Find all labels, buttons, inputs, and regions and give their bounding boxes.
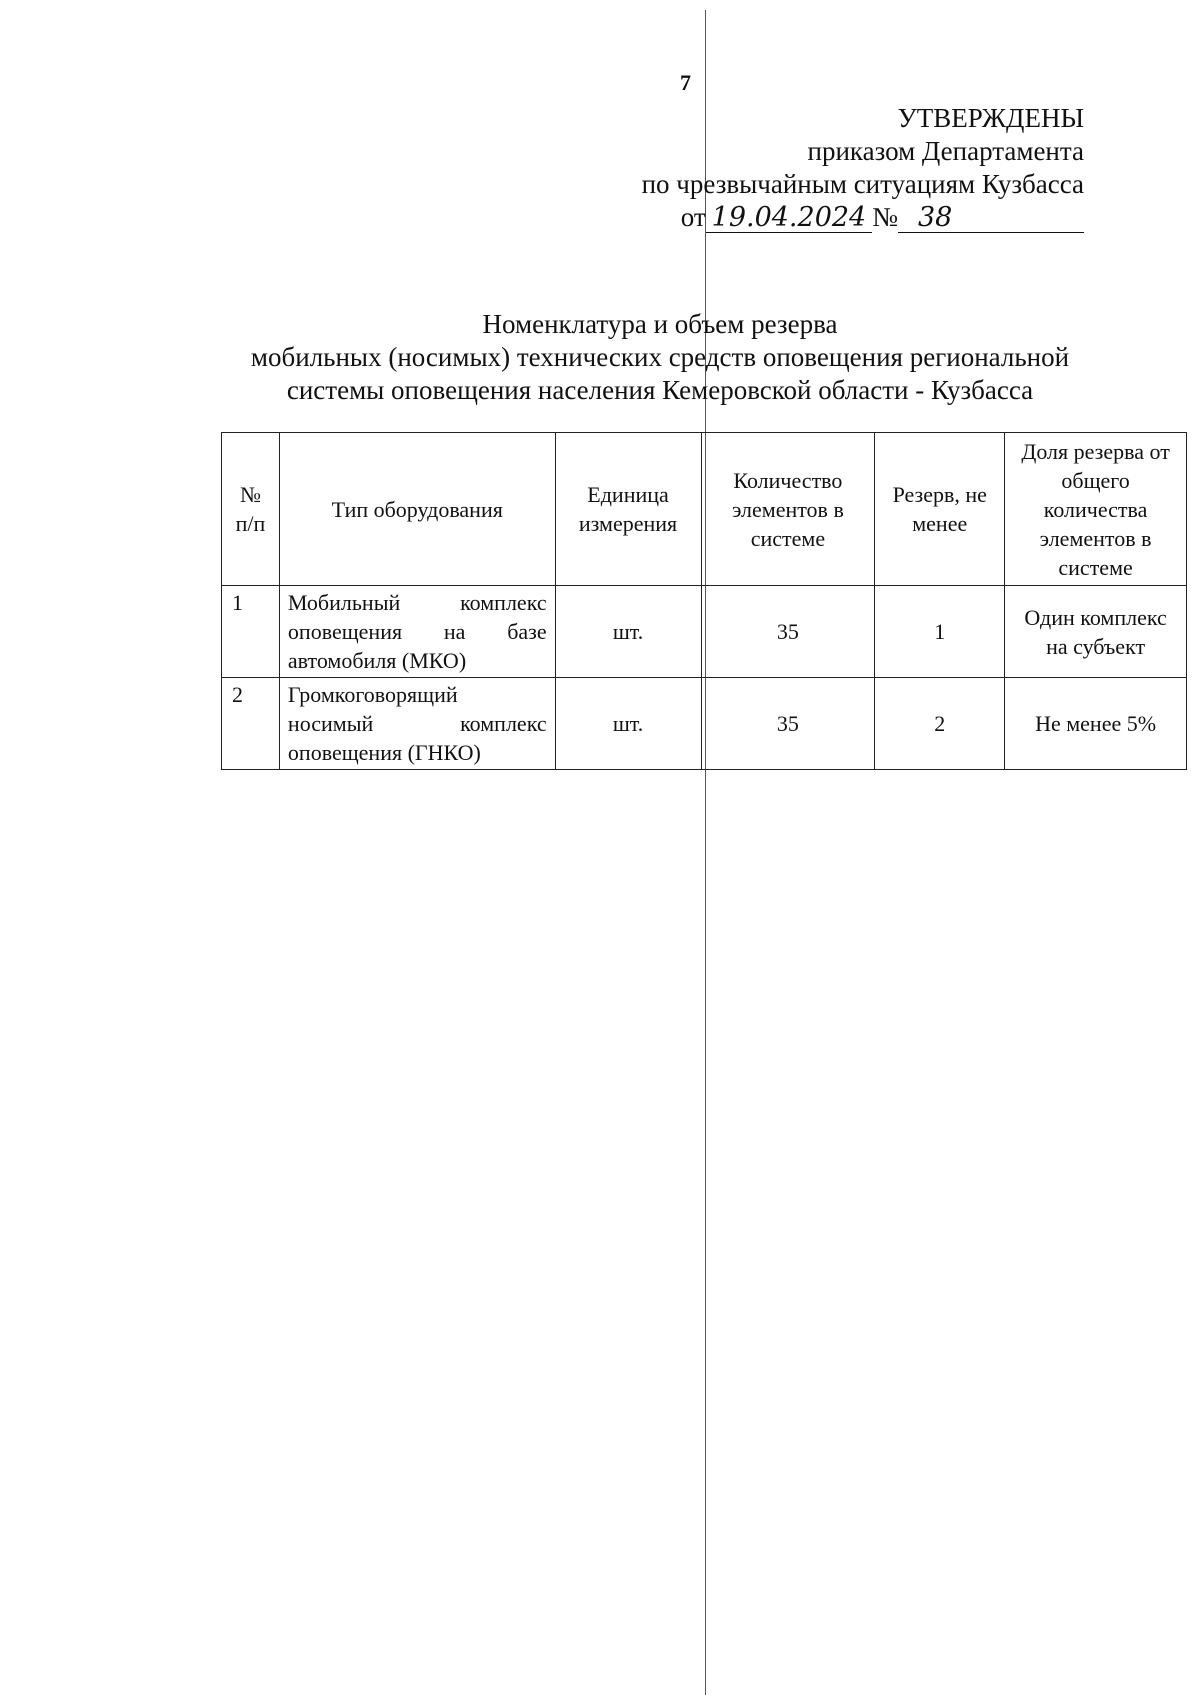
cell-reserve-share: Не менее 5%	[1005, 678, 1187, 770]
cell-equipment-type: Мобильный комплекс оповещения на базе автомобиля (МКО)	[279, 586, 555, 678]
header-unit: Единица измерения	[555, 433, 701, 586]
cell-reserve: 1	[875, 586, 1005, 678]
number-prefix: №	[872, 202, 898, 232]
title-line-1: Номенклатура и объем резерва	[482, 309, 838, 339]
cell-unit: шт.	[555, 586, 701, 678]
header-reserve: Резерв, не менее	[875, 433, 1005, 586]
reserve-table	[221, 432, 1187, 770]
approval-line-2: по чрезвычайным ситуациям Кузбасса	[641, 169, 1084, 199]
cell-equipment-type: Громкоговорящий носимый комплекс оповещения (ГНКО)	[279, 678, 555, 770]
approval-date-number-row	[642, 201, 1084, 234]
header-count: Количество элементов в системе	[701, 433, 875, 586]
table-row	[222, 678, 1187, 770]
approval-line-1: приказом Департамента	[807, 136, 1084, 166]
cell-count: 35	[701, 678, 875, 770]
cell-reserve: 2	[875, 678, 1005, 770]
title-line-3: системы оповещения населения Кемеровской области - Кузбасса	[286, 375, 1034, 405]
header-reserve-share: Доля резерва от общего количества элементов в системе	[1005, 433, 1187, 586]
approval-block	[642, 102, 1084, 234]
header-number: № п/п	[222, 433, 280, 586]
title-line-2: мобильных (носимых) технических средств оповещения региональной	[250, 342, 1070, 372]
cell-reserve-share: Один комплекс на субъект	[1005, 586, 1187, 678]
table-header-row	[222, 433, 1187, 586]
page-number: 7	[680, 70, 691, 95]
cell-number: 1	[222, 586, 280, 678]
date-prefix: от	[680, 202, 706, 232]
cell-count: 35	[701, 586, 875, 678]
approval-heading: УТВЕРЖДЕНЫ	[897, 103, 1084, 133]
header-equipment-type: Тип оборудования	[279, 433, 555, 586]
handwritten-date: 19.04.2024	[706, 204, 873, 233]
handwritten-number: 38	[898, 204, 1084, 233]
cell-unit: шт.	[555, 678, 701, 770]
table-row	[222, 586, 1187, 678]
page-fold-line	[705, 10, 706, 1695]
document-title	[220, 308, 1100, 407]
cell-number: 2	[222, 678, 280, 770]
